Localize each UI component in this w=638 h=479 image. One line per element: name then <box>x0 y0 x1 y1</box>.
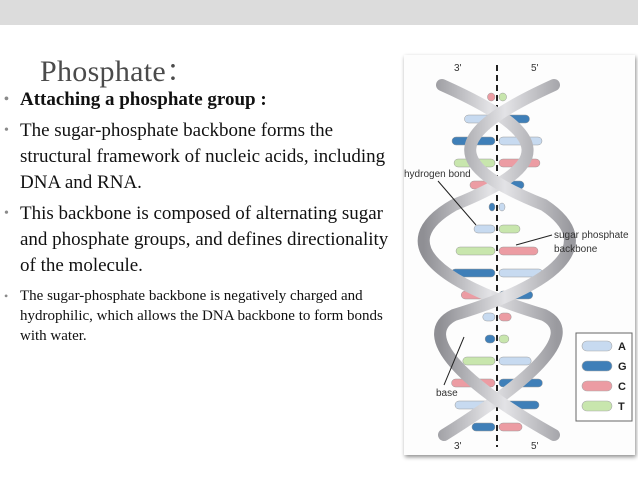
label-base: base <box>436 388 458 399</box>
callout-line <box>516 235 552 245</box>
bullet-text: Attaching a phosphate group : <box>20 89 267 110</box>
base-pair-segment <box>487 93 495 101</box>
legend-swatch-t <box>582 401 612 411</box>
bullet-item <box>4 88 396 111</box>
bullet-item <box>4 286 396 346</box>
bullet-text: This backbone is composed of alternating sugar and phosphate groups, and defines directionality of the molecule. <box>20 203 389 276</box>
base-pair-segment <box>499 225 520 233</box>
bullet-dot: • <box>4 123 9 138</box>
base-pair-segment <box>499 423 522 431</box>
legend-letter-a: A <box>618 341 626 353</box>
base-pair-segment <box>499 93 507 101</box>
legend-row <box>582 341 626 353</box>
bullet-text: The sugar-phosphate backbone is negatively charged and hydrophilic, which allows the DNA backbone to form bonds with water. <box>20 288 383 344</box>
dna-helix-diagram <box>404 55 635 455</box>
base-pair-segment <box>499 247 538 255</box>
label-backbone-2: backbone <box>554 244 598 255</box>
base-pair-segment <box>499 357 531 365</box>
base-pair-segment <box>472 423 495 431</box>
label-5prime-top: 5' <box>531 63 539 74</box>
base-pair-segment <box>499 335 509 343</box>
legend-row <box>582 381 626 393</box>
label-hydrogen-bond: hydrogen bond <box>404 169 471 180</box>
base-pair-segment <box>474 225 495 233</box>
bullet-item <box>4 118 396 196</box>
legend-swatch-g <box>582 361 612 371</box>
bullet-item <box>4 201 396 279</box>
label-5prime-bottom: 5' <box>531 441 539 452</box>
dna-figure <box>404 55 635 455</box>
legend-swatch-c <box>582 381 612 391</box>
legend-swatch-a <box>582 341 612 351</box>
legend-row <box>582 361 627 373</box>
base-pair-segment <box>499 203 505 211</box>
label-3prime-top: 3' <box>454 63 462 74</box>
legend-letter-t: T <box>618 401 625 413</box>
label-3prime-bottom: 3' <box>454 441 462 452</box>
bullet-text: The sugar-phosphate backbone forms the structural framework of nucleic acids, including DNA and RNA. <box>20 120 386 193</box>
bullet-list <box>4 88 396 346</box>
label-backbone-1: sugar phosphate <box>554 230 629 241</box>
legend-letter-g: G <box>618 361 627 373</box>
top-bar <box>0 0 638 25</box>
legend-row <box>582 401 625 413</box>
base-pair-segment <box>483 313 495 321</box>
base-pair-segment <box>456 247 495 255</box>
bullet-dot: • <box>4 92 9 107</box>
base-pair-segment <box>463 357 495 365</box>
bullet-dot: • <box>4 289 9 303</box>
base-pair-segment <box>499 313 511 321</box>
base-pair-segment <box>485 335 495 343</box>
base-pair-segment <box>489 203 495 211</box>
legend-letter-c: C <box>618 381 626 393</box>
bullet-dot: • <box>4 206 9 221</box>
slide-title: Phosphate： <box>40 55 197 88</box>
